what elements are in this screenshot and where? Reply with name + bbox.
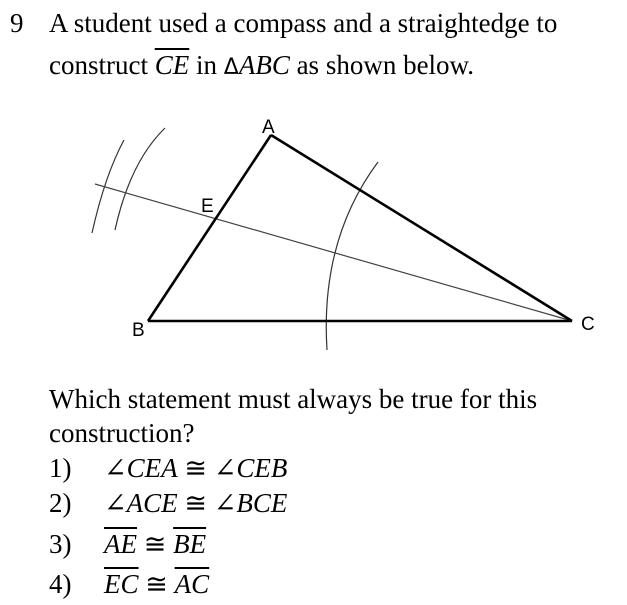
stem-text-shown-below: as shown below. [296,50,475,80]
choice-right-term: ∠BCE [213,488,288,518]
triangle-notation [224,50,290,80]
choice-number: 4) [49,569,72,599]
triangle-name: ABC [238,50,290,80]
choice-3[interactable] [49,527,206,561]
choice-right-term: ∠CEB [213,453,288,483]
choice-number: 1) [49,453,72,483]
compass-arc-left-1 [92,140,124,233]
label-c: C [581,314,595,335]
question-stem-line-2 [49,46,474,87]
choice-left-term: ∠ACE [104,488,178,518]
congruent-symbol: ≅ [184,488,207,518]
choice-right-term: $\overline{AC}$ [174,569,210,599]
choice-left-term: $\overline{EC}$ [104,569,139,599]
stem-text-in: in [196,50,218,80]
congruent-symbol: ≅ [143,529,167,559]
prompt-text: Which statement must always be true for this construction? [49,384,538,448]
choice-1[interactable] [49,451,287,485]
label-b: B [132,320,145,341]
question-stem-line-1: A student used a compass and a straightedge to [49,8,558,38]
construction-figure [0,100,627,370]
side-ab [148,135,271,321]
triangle-symbol: Δ [223,55,239,80]
segment-ce: $\overline{CE}$ [154,50,190,80]
choice-right-term: $\overline{BE}$ [173,529,207,559]
choice-left-term: ∠CEA [104,453,178,483]
choice-2[interactable] [49,486,287,520]
choice-number: 3) [49,529,72,559]
side-ac [271,135,572,321]
label-e: E [201,196,214,217]
choice-left-term: $\overline{AE}$ [104,529,137,559]
stem-text-construct: construct [49,50,148,80]
label-a: A [262,117,275,138]
congruent-symbol: ≅ [184,453,207,483]
bisector-line-ce [95,184,572,321]
congruent-symbol: ≅ [145,569,168,599]
question-number: 9 [10,8,24,38]
choice-number: 2) [49,488,72,518]
choice-4[interactable] [49,567,209,601]
